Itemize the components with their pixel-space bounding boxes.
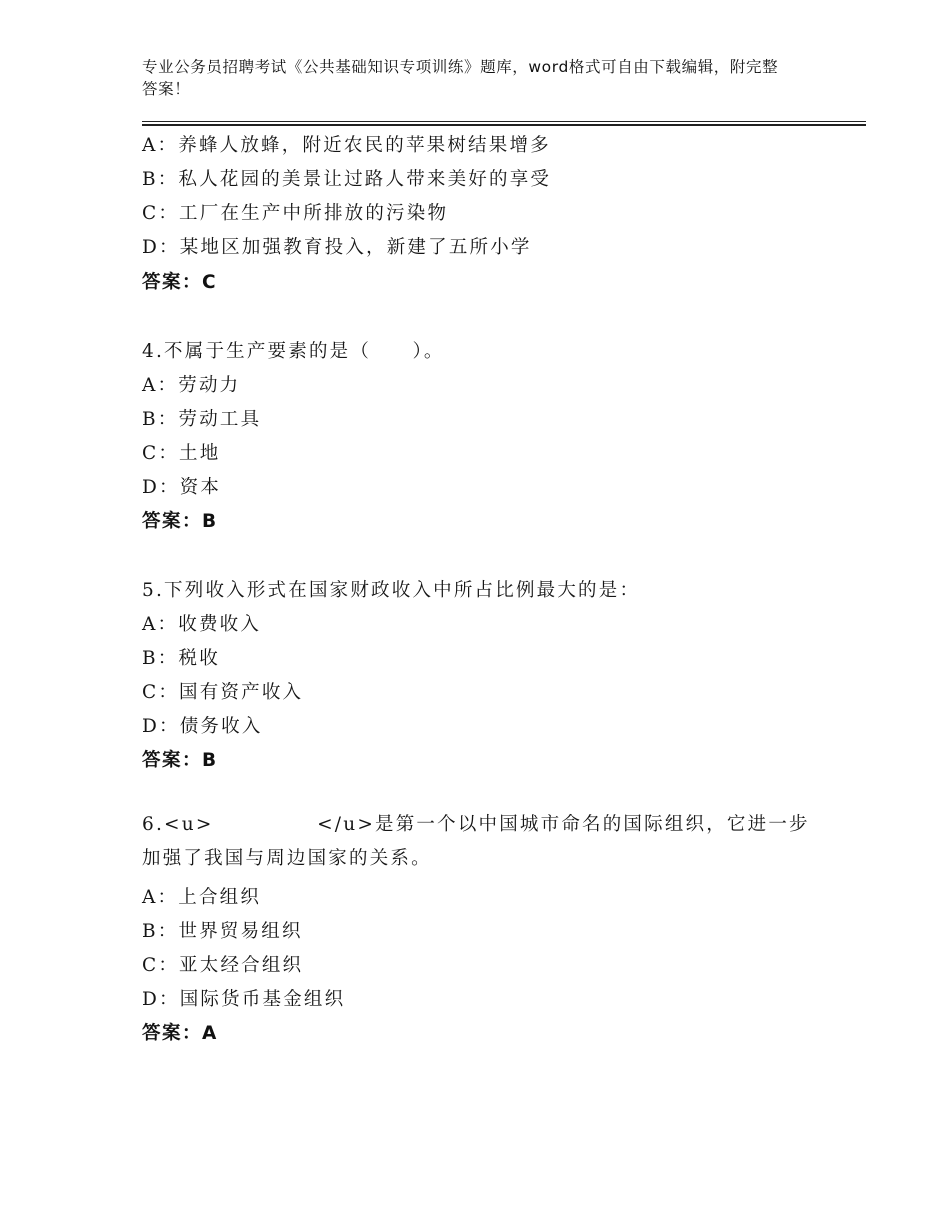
q4-question: 4.不属于生产要素的是（ ）。 [142, 341, 445, 362]
q3-answer: 答案：C [142, 272, 218, 293]
q6-answer: 答案：A [142, 1023, 218, 1044]
q5-answer: 答案：B [142, 750, 218, 771]
q3-option-c: C：工厂在生产中所排放的污染物 [142, 203, 449, 224]
q5-option-a: A：收费收入 [142, 614, 262, 635]
header-divider-thin [142, 121, 866, 122]
q5-option-c: C：国有资产收入 [142, 682, 304, 703]
q4-option-d: D：资本 [142, 477, 222, 498]
q3-option-b: B：私人花园的美景让过路人带来美好的享受 [142, 169, 552, 190]
q4-answer: 答案：B [142, 511, 218, 532]
q3-option-a: A：养蜂人放蜂，附近农民的苹果树结果增多 [142, 135, 551, 156]
header-divider-thick [142, 124, 866, 126]
q4-option-c: C：土地 [142, 443, 221, 464]
q4-option-a: A：劳动力 [142, 375, 241, 396]
q6-option-a: A：上合组织 [142, 887, 262, 908]
q5-question: 5.下列收入形式在国家财政收入中所占比例最大的是： [142, 580, 641, 601]
document-header: 专业公务员招聘考试《公共基础知识专项训练》题库，word格式可自由下载编辑，附完整答案！ [142, 58, 779, 98]
q6-option-c: C：亚太经合组织 [142, 955, 304, 976]
q6-question: 6.<u> </u>是第一个以中国城市命名的国际组织，它进一步加强了我国与周边国家的关系。 [142, 814, 810, 869]
q3-option-d: D：某地区加强教育投入，新建了五所小学 [142, 237, 532, 258]
q5-option-b: B：税收 [142, 648, 220, 669]
q4-option-b: B：劳动工具 [142, 409, 262, 430]
q5-option-d: D：债务收入 [142, 716, 263, 737]
q6-option-b: B：世界贸易组织 [142, 921, 303, 942]
q6-option-d: D：国际货币基金组织 [142, 989, 346, 1010]
